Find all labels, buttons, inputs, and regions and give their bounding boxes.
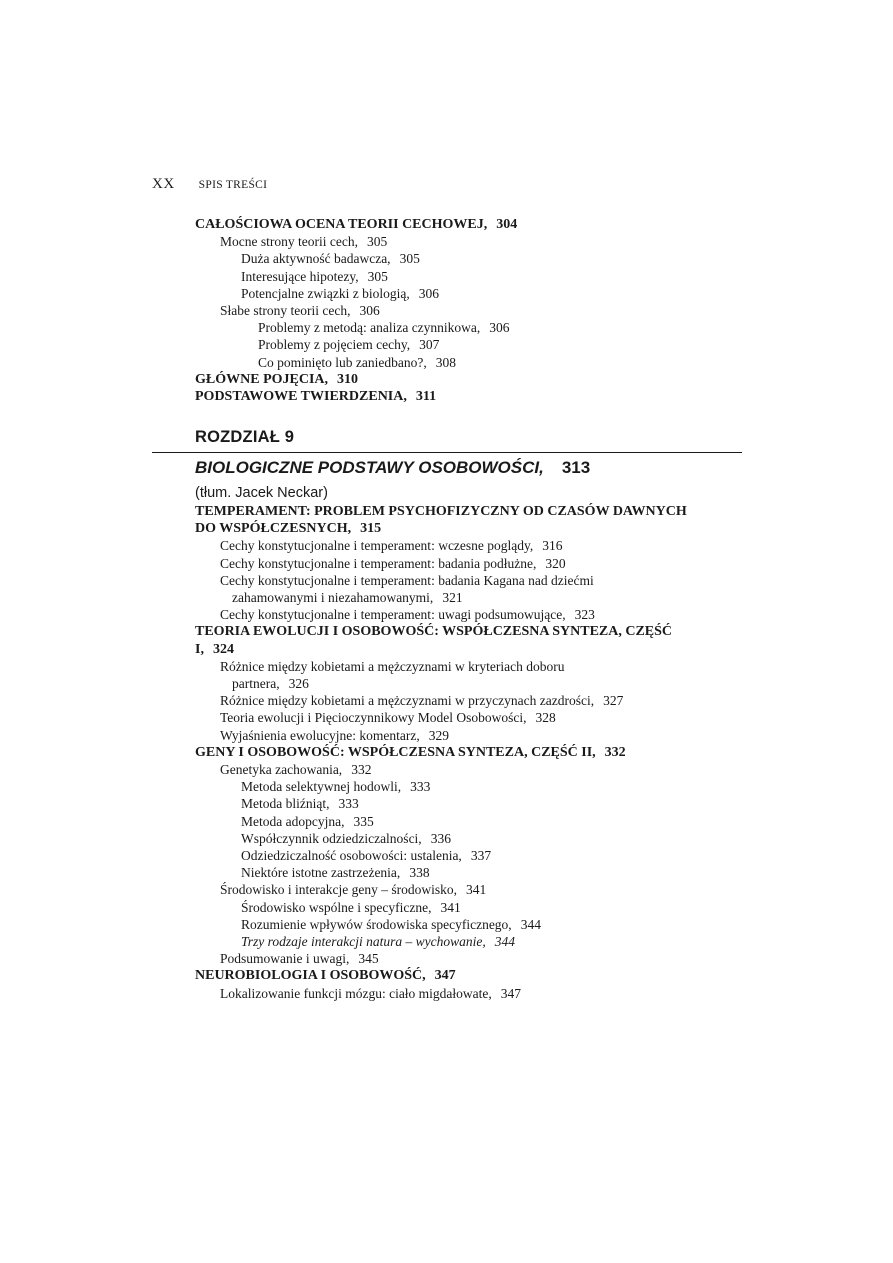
toc-entry-title: TEMPERAMENT: PROBLEM PSYCHOFIZYCZNY OD CZASÓW DAWNYCH	[195, 504, 687, 519]
toc-entry-page: 321	[442, 590, 463, 606]
toc-entry	[195, 623, 715, 640]
toc-entry-page: 304	[496, 217, 518, 232]
toc-entry-title: DO WSPÓŁCZESNYCH,	[195, 521, 352, 537]
toc-entry-title: Środowisko wspólne i specyficzne,	[241, 899, 432, 915]
toc-entry	[195, 813, 715, 830]
toc-entry-title: Potencjalne związki z biologią,	[241, 285, 410, 301]
toc-entry-page: 305	[399, 251, 420, 267]
toc-entry-page: 305	[366, 234, 388, 250]
toc-section-chapter-9	[195, 503, 715, 1002]
toc-entry	[195, 727, 715, 744]
toc-entry-title: Lokalizowanie funkcji mózgu: ciało migdałowate,	[220, 985, 492, 1001]
toc-entry-title: PODSTAWOWE TWIERDZENIA,	[195, 389, 407, 405]
toc-entry-title: Co pominięto lub zaniedbano?,	[258, 354, 427, 370]
toc-entry-title: Metoda bliźniąt,	[241, 796, 330, 812]
toc-entry-title: Słabe strony teorii cech,	[220, 303, 351, 319]
toc-entry-title: zahamowanymi i niezahamowanymi,	[232, 590, 434, 606]
toc-entry-title: Duża aktywność badawcza,	[241, 251, 391, 267]
toc-entry-title: Różnice między kobietami a mężczyznami w przyczynach zazdrości,	[220, 693, 595, 709]
page-number: XX	[152, 176, 175, 192]
toc-entry-title: Wyjaśnienia ewolucyjne: komentarz,	[220, 727, 420, 743]
toc-entry	[195, 709, 715, 726]
toc-entry	[195, 555, 715, 572]
toc-entry-title: partnera,	[232, 676, 280, 692]
toc-entry	[195, 761, 715, 778]
toc-entry	[195, 233, 715, 250]
toc-entry-title: Teoria ewolucji i Pięcioczynnikowy Model Osobowości,	[220, 710, 527, 726]
toc-entry-title: Mocne strony teorii cech,	[220, 234, 358, 250]
toc-entry-page: 320	[545, 555, 566, 571]
toc-entry-title: GENY I OSOBOWOŚĆ: WSPÓŁCZESNA SYNTEZA, CZĘŚĆ II,	[195, 744, 596, 760]
toc-entry	[195, 641, 715, 658]
toc-entry	[195, 302, 715, 319]
toc-entry-page: 326	[288, 676, 309, 692]
toc-entry	[195, 319, 715, 336]
toc-entry-page: 332	[351, 762, 372, 778]
toc-entry	[195, 606, 715, 623]
toc-entry-title: Cechy konstytucjonalne i temperament: uwagi podsumowujące,	[220, 607, 566, 623]
toc-entry	[195, 336, 715, 353]
toc-entry-page: 344	[520, 916, 541, 932]
toc-entry-page: 306	[359, 303, 380, 319]
toc-entry-page: 333	[338, 796, 359, 812]
toc-entry-page: 323	[574, 607, 595, 623]
toc-entry	[195, 778, 715, 795]
toc-entry-title: Trzy rodzaje interakcji natura – wychowanie,	[241, 934, 486, 950]
toc-entry-page: 327	[603, 693, 624, 709]
toc-entry-page: 307	[419, 337, 440, 353]
toc-entry	[195, 503, 715, 520]
toc-entry	[195, 285, 715, 302]
toc-entry-title: Różnice między kobietami a mężczyznami w kryteriach doboru	[220, 658, 565, 674]
toc-entry-title: Problemy z metodą: analiza czynnikowa,	[258, 320, 481, 336]
toc-entry-title: Podsumowanie i uwagi,	[220, 951, 350, 967]
toc-entry	[195, 916, 715, 933]
toc-entry	[195, 967, 715, 984]
toc-entry-title: Cechy konstytucjonalne i temperament: wczesne poglądy,	[220, 538, 534, 554]
toc-entry-page: 315	[360, 521, 382, 537]
toc-entry-page: 347	[434, 968, 456, 984]
toc-entry	[195, 744, 715, 761]
toc-entry-page: 341	[440, 899, 461, 915]
toc-entry	[195, 864, 715, 881]
toc-entry-title: Cechy konstytucjonalne i temperament: badania podłużne,	[220, 555, 537, 571]
toc-entry	[195, 658, 715, 675]
toc-entry	[195, 371, 715, 388]
toc-entry	[195, 899, 715, 916]
toc-entry	[195, 830, 715, 847]
toc-entry-title: GŁÓWNE POJĘCIA,	[195, 371, 329, 387]
toc-entry	[195, 985, 715, 1002]
toc-entry-page: 329	[428, 727, 449, 743]
chapter-label: ROZDZIAŁ 9	[195, 428, 295, 446]
toc-entry-page: 328	[535, 710, 556, 726]
toc-entry-page: 344	[494, 934, 515, 950]
toc-entry-page: 311	[415, 389, 437, 405]
toc-entry	[195, 250, 715, 267]
toc-entry	[195, 537, 715, 554]
chapter-title	[195, 458, 590, 478]
toc-entry-title: Współczynnik odziedziczalności,	[241, 830, 422, 846]
toc-entry	[195, 881, 715, 898]
toc-entry	[195, 216, 715, 233]
toc-entry	[195, 847, 715, 864]
chapter-title-page: 313	[561, 458, 591, 477]
toc-entry-page: 341	[465, 882, 487, 898]
toc-entry-title: TEORIA EWOLUCJI I OSOBOWOŚĆ: WSPÓŁCZESNA SYNTEZA, CZĘŚĆ	[195, 624, 673, 640]
toc-entry-title: Odziedziczalność osobowości: ustalenia,	[241, 848, 462, 864]
toc-entry-page: 305	[367, 268, 388, 284]
toc-entry-title: Rozumienie wpływów środowiska specyficznego,	[241, 916, 512, 932]
toc-entry-page: 347	[500, 985, 522, 1001]
toc-entry-title: Genetyka zachowania,	[220, 762, 343, 778]
toc-entry	[195, 268, 715, 285]
toc-entry-page: 345	[358, 951, 379, 967]
toc-entry-page: 338	[409, 865, 430, 881]
toc-entry	[195, 950, 715, 967]
toc-entry	[195, 572, 715, 589]
toc-entry-title: Metoda adopcyjna,	[241, 813, 345, 829]
toc-entry-title: Cechy konstytucjonalne i temperament: badania Kagana nad dziećmi	[220, 572, 594, 588]
toc-entry-page: 310	[337, 371, 359, 387]
toc-entry	[195, 520, 715, 537]
toc-entry-page: 333	[410, 779, 431, 795]
running-title: SPIS TREŚCI	[198, 179, 268, 191]
toc-entry-title: Problemy z pojęciem cechy,	[258, 337, 411, 353]
toc-entry-page: 306	[418, 285, 439, 301]
toc-entry-page: 308	[435, 354, 456, 370]
chapter-title-text: BIOLOGICZNE PODSTAWY OSOBOWOŚCI,	[195, 458, 544, 477]
toc-entry-page: 316	[542, 538, 563, 554]
toc-entry-page: 306	[489, 320, 510, 336]
toc-entry-title: Środowisko i interakcje geny – środowisko,	[220, 882, 457, 898]
toc-entry-page: 332	[604, 744, 626, 760]
toc-entry-title: CAŁOŚCIOWA OCENA TEORII CECHOWEJ,	[195, 217, 488, 232]
toc-entry	[195, 933, 715, 950]
toc-entry-title: Interesujące hipotezy,	[241, 268, 359, 284]
toc-entry-page: 324	[212, 641, 234, 657]
toc-entry-title: Niektóre istotne zastrzeżenia,	[241, 865, 401, 881]
toc-section-trait-theory	[195, 216, 715, 405]
toc-entry	[195, 354, 715, 371]
toc-entry-page: 336	[430, 830, 451, 846]
toc-entry	[195, 795, 715, 812]
toc-entry	[195, 589, 715, 606]
toc-entry-title: I,	[195, 641, 204, 657]
toc-entry-page: 335	[353, 813, 374, 829]
toc-entry-title: NEUROBIOLOGIA I OSOBOWOŚĆ,	[195, 968, 426, 984]
translator-credit: (tłum. Jacek Neckar)	[195, 485, 328, 501]
toc-entry-title: Metoda selektywnej hodowli,	[241, 779, 402, 795]
toc-entry	[195, 692, 715, 709]
page-header	[152, 176, 267, 193]
toc-entry	[195, 388, 715, 405]
chapter-rule	[152, 452, 742, 453]
toc-entry	[195, 675, 715, 692]
toc-entry-page: 337	[470, 848, 492, 864]
